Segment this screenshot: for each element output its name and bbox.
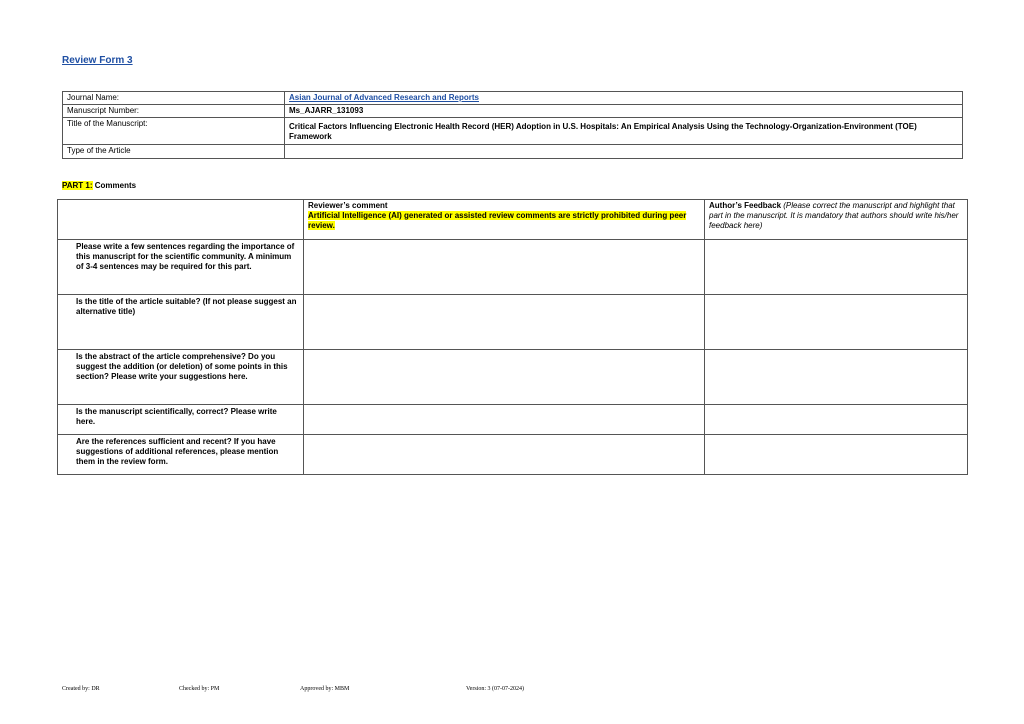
question-references: Are the references sufficient and recent? If you have suggestions of additional references, please mention them in the review form. [58, 435, 304, 475]
manuscript-title-value: Critical Factors Influencing Electronic Health Record (HER) Adoption in U.S. Hospitals: An Empirical Analysis Using the Technology-Organization-Environment (TOE) Framework [285, 118, 963, 145]
question-abstract: Is the abstract of the article comprehensive? Do you suggest the addition (or deletion) of some points in this section? Please write your suggestions here. [58, 350, 304, 405]
part1-heading [62, 181, 136, 190]
article-type-value[interactable] [285, 145, 963, 159]
table-row [58, 295, 968, 350]
header-blank-cell [58, 200, 304, 240]
author-feedback-note: (Please correct the manuscript and highlight that part in the manuscript. It is mandatory that authors should write his/her feedback here) [709, 201, 959, 230]
comments-table [57, 199, 968, 475]
reviewer-comment-cell[interactable] [304, 435, 705, 475]
ai-prohibition-note: Artificial Intelligence (AI) generated or assisted review comments are strictly prohibited during peer review. [308, 211, 687, 230]
question-scientific: Is the manuscript scientifically, correct? Please write here. [58, 405, 304, 435]
table-row [58, 240, 968, 295]
reviewer-comment-title: Reviewer’s comment [308, 201, 388, 210]
manuscript-title-label: Title of the Manuscript: [63, 118, 285, 145]
footer-created-by: Created by: DR [62, 686, 100, 692]
article-type-label: Type of the Article [63, 145, 285, 159]
form-title: Review Form 3 [62, 55, 133, 66]
reviewer-comment-cell[interactable] [304, 405, 705, 435]
footer-version: Version: 3 (07-07-2024) [466, 686, 524, 692]
part1-title: Comments [92, 181, 137, 190]
manuscript-number-label: Manuscript Number: [63, 105, 285, 118]
table-row [58, 435, 968, 475]
author-feedback-cell[interactable] [705, 295, 968, 350]
author-feedback-cell[interactable] [705, 350, 968, 405]
footer-approved-by: Approved by: MBM [300, 686, 350, 692]
reviewer-comment-cell[interactable] [304, 350, 705, 405]
reviewer-comment-header [304, 200, 705, 240]
manuscript-number-value: Ms_AJARR_131093 [285, 105, 963, 118]
footer-checked-by: Checked by: PM [179, 686, 220, 692]
journal-name-label: Journal Name: [63, 92, 285, 105]
author-feedback-cell[interactable] [705, 435, 968, 475]
journal-name-link[interactable]: Asian Journal of Advanced Research and Reports [289, 93, 479, 102]
author-feedback-cell[interactable] [705, 405, 968, 435]
author-feedback-header [705, 200, 968, 240]
manuscript-info-table [62, 91, 963, 159]
author-feedback-title: Author’s Feedback [709, 201, 782, 210]
table-row [58, 350, 968, 405]
part1-label: PART 1: [62, 181, 93, 190]
reviewer-comment-cell[interactable] [304, 240, 705, 295]
author-feedback-cell[interactable] [705, 240, 968, 295]
table-row [58, 405, 968, 435]
reviewer-comment-cell[interactable] [304, 295, 705, 350]
question-importance: Please write a few sentences regarding the importance of this manuscript for the scientific community. A minimum of 3-4 sentences may be required for this part. [58, 240, 304, 295]
question-title: Is the title of the article suitable? (If not please suggest an alternative title) [58, 295, 304, 350]
